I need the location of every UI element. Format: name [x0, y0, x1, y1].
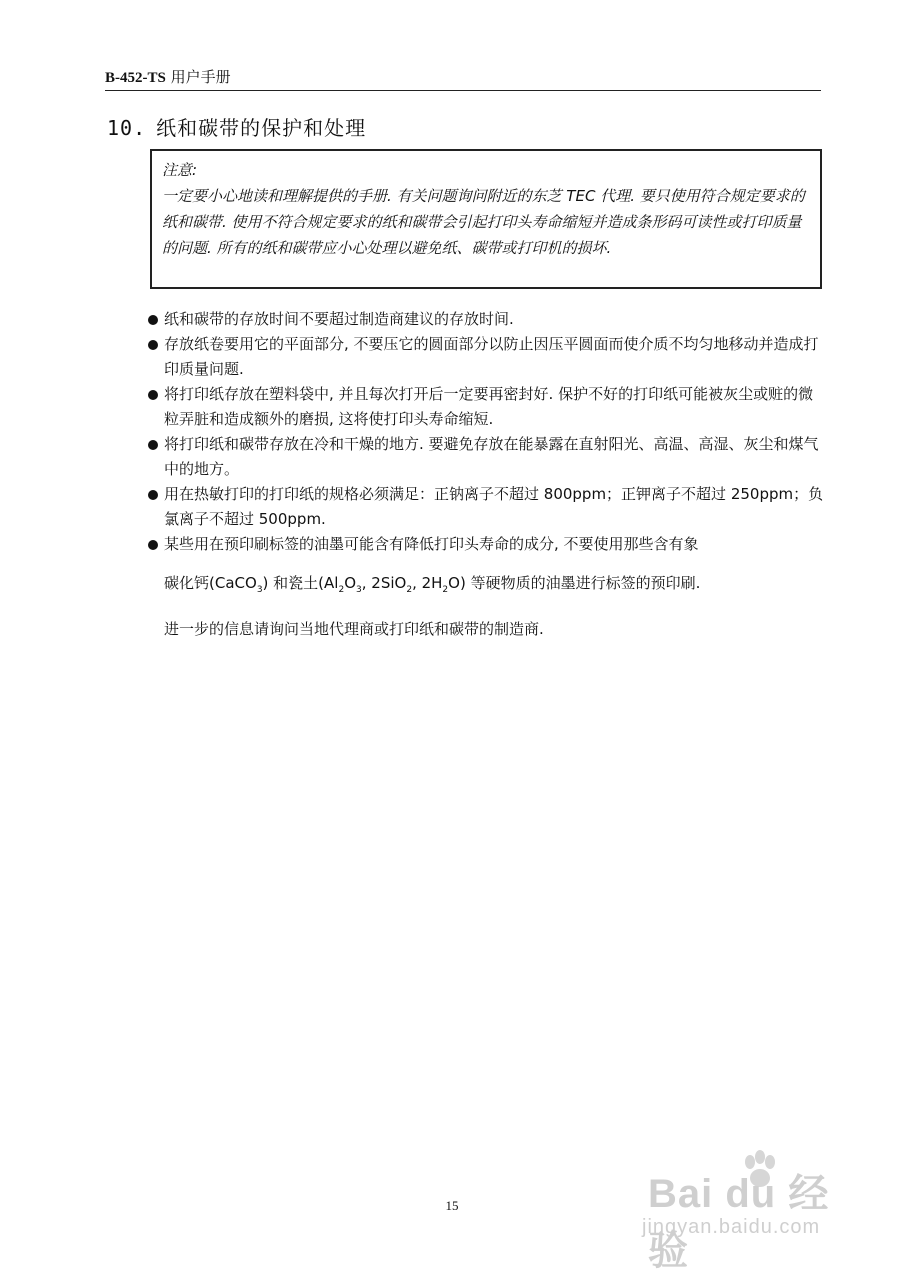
chem-formula: O	[448, 574, 460, 592]
list-item	[148, 532, 824, 603]
header-model: B-452-TS	[105, 70, 166, 86]
chem-subscript: 2	[406, 585, 413, 595]
list-item	[148, 307, 824, 332]
chem-subscript: 2	[442, 585, 449, 595]
chem-formula: Al	[324, 574, 339, 592]
bullet-icon	[148, 490, 158, 500]
bullet-icon	[148, 540, 158, 550]
chem-subscript: 3	[256, 585, 263, 595]
bullet-icon	[148, 390, 158, 400]
bullet-icon	[148, 315, 158, 325]
list-item	[148, 382, 824, 432]
chem-text: 碳化钙(	[164, 574, 215, 592]
chem-text: ) 等硬物质的油墨进行标签的预印刷.	[459, 574, 701, 592]
section-number: 10.	[107, 116, 147, 140]
chem-formula: CaCO	[214, 574, 257, 592]
chemical-formula-line	[164, 571, 824, 603]
bullet-icon	[148, 440, 158, 450]
section-heading	[107, 112, 366, 141]
baidu-watermark	[640, 1150, 860, 1273]
bullet-text: 存放纸卷要用它的平面部分, 不要压它的圆面部分以防止因压平圆面而使介质不均匀地移动并造成打印质量问题.	[164, 335, 819, 378]
section-title: 纸和碳带的保护和处理	[156, 116, 367, 140]
bullet-text: 用在热敏打印的打印纸的规格必须满足：正钠离子不超过 800ppm；正钾离子不超过 250ppm；负氯离子不超过 500ppm.	[164, 485, 824, 528]
list-item	[148, 482, 824, 532]
bullet-text: 纸和碳带的存放时间不要超过制造商建议的存放时间.	[164, 310, 514, 328]
bullet-text: 某些用在预印刷标签的油墨可能含有降低打印头寿命的成分, 不要使用那些含有象	[164, 535, 699, 553]
page-header	[105, 66, 821, 91]
caution-note-box	[150, 149, 822, 289]
note-text: 一定要小心地读和理解提供的手册. 有关问题询问附近的东芝 TEC 代理. 要只使用符合规定要求的纸和碳带. 使用不符合规定要求的纸和碳带会引起打印头寿命缩短并造成条形码可读性或打印质量的问题. 所有的纸和碳带应小心处理以避免纸、碳带或打印机的损坏.	[162, 187, 805, 257]
note-title: 注意:	[162, 161, 198, 179]
chem-formula: , 2SiO	[361, 574, 407, 592]
list-item	[148, 432, 824, 482]
chem-formula: , 2H	[412, 574, 443, 592]
chem-subscript: 2	[338, 585, 345, 595]
page-number: 15	[445, 1198, 459, 1213]
watermark-brand: Bai du 经验	[648, 1172, 830, 1273]
header-title: 用户手册	[165, 68, 231, 86]
watermark-url: jingyan.baidu.com	[642, 1216, 821, 1238]
bullet-icon	[148, 340, 158, 350]
bullet-text: 将打印纸存放在塑料袋中, 并且每次打开后一定要再密封好. 保护不好的打印纸可能被灰尘或赃的微粒弄脏和造成额外的磨损, 这将使打印头寿命缩短.	[164, 385, 814, 428]
chem-text: ) 和瓷土(	[262, 574, 325, 592]
chem-formula: O	[344, 574, 357, 592]
bullet-text: 将打印纸和碳带存放在冷和干燥的地方. 要避免存放在能暴露在直射阳光、高温、高湿、灰尘和煤气中的地方。	[164, 435, 819, 478]
further-info-text: 进一步的信息请询问当地代理商或打印纸和碳带的制造商.	[164, 620, 544, 638]
chem-subscript: 3	[356, 585, 362, 595]
list-item	[148, 332, 824, 382]
handling-bullet-list	[148, 307, 824, 603]
